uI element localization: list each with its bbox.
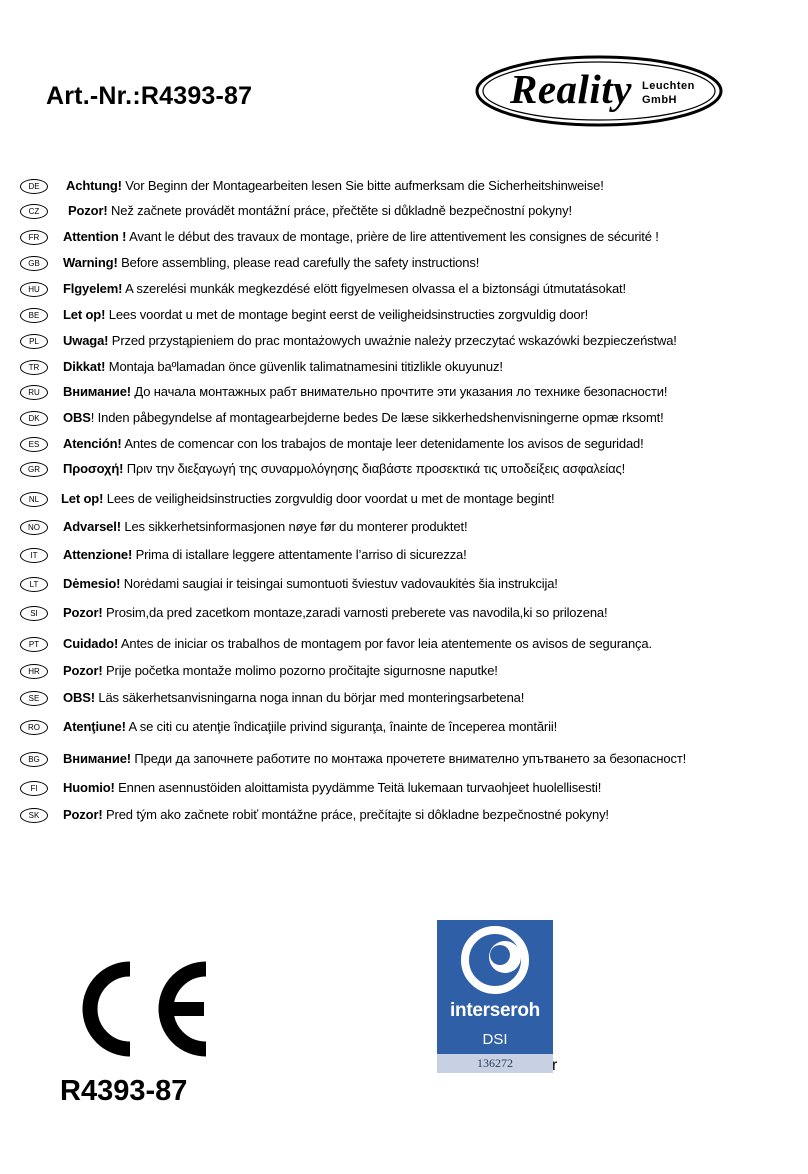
language-code-badge: DK	[20, 411, 48, 426]
warning-lead: Pozor!	[68, 203, 108, 218]
warning-lead: Attenzione!	[63, 547, 133, 562]
language-code-badge: RU	[20, 385, 48, 400]
warning-text	[68, 201, 572, 221]
language-code-badge: BG	[20, 752, 48, 767]
warning-body: Norėdami saugiai ir teisingai sumontuoti šviestuv vadovaukitės šia instrukcija!	[120, 576, 558, 591]
warning-row-lt	[0, 574, 808, 594]
warning-body: Before assembling, please read carefully the safety instructions!	[117, 255, 480, 270]
warning-lead: Pozor!	[63, 605, 103, 620]
warning-text	[63, 545, 467, 565]
warning-lead: Warning!	[63, 255, 118, 270]
warning-lead: Advarsel!	[63, 519, 121, 534]
warning-row-no	[0, 517, 808, 537]
warning-body: Lees de veiligheidsinstructies zorgvuldig door voordat u met de montage begint!	[103, 491, 555, 506]
language-code-badge: PL	[20, 334, 48, 349]
warning-text	[63, 279, 626, 299]
warning-text	[63, 305, 588, 325]
warning-lead: OBS!	[63, 690, 95, 705]
warning-body: Lees voordat u met de montage begint eerst de veiligheidsinstructies zorgvuldig door!	[105, 307, 589, 322]
language-code-badge: GR	[20, 462, 48, 477]
language-code-badge: BE	[20, 308, 48, 323]
warning-lead: Flgyelem!	[63, 281, 123, 296]
stray-character: r	[552, 1057, 558, 1074]
warning-text	[63, 459, 625, 479]
warning-body: Montaja baºlamadan önce güvenlik talimatnamesini titizlikle okuyunuz!	[105, 359, 503, 374]
warning-row-nl	[0, 489, 808, 509]
warning-body: Antes de comencar con los trabajos de montaje leer detenidamente los avisos de seguridad!	[121, 436, 644, 451]
language-code-badge: NO	[20, 520, 48, 535]
language-code-badge: HU	[20, 282, 48, 297]
warning-body: Les sikkerhetsinformasjonen nøye før du monterer produktet!	[120, 519, 468, 534]
warning-row-sk	[0, 805, 808, 825]
logo-subtitle	[642, 79, 712, 107]
warning-lead: Atenţiune!	[63, 719, 126, 734]
warning-text	[63, 805, 609, 825]
warning-row-be	[0, 305, 808, 325]
warning-row-es	[0, 434, 808, 454]
warning-body: Pred tým ako začnete robiť montážne práce, prečítajte si dôkladne bezpečnostné pokyny!	[102, 807, 609, 822]
warning-text	[63, 434, 644, 454]
warning-lead: Cuidado!	[63, 636, 119, 651]
warning-text	[63, 717, 557, 737]
interseroh-dsi: DSI	[482, 1031, 508, 1048]
warning-row-dk	[0, 408, 808, 428]
model-number: R4393-87	[60, 1075, 188, 1107]
warning-row-si	[0, 603, 808, 623]
warning-body: A szerelési munkák megkezdésé elött figyelmesen olvassa el a biztonsági útmutatásokat!	[122, 281, 626, 296]
warning-row-gb	[0, 253, 808, 273]
language-code-badge: ES	[20, 437, 48, 452]
language-code-badge: SK	[20, 808, 48, 823]
warning-text	[63, 408, 664, 428]
warning-text	[63, 661, 498, 681]
language-code-badge: PT	[20, 637, 48, 652]
warning-body: Antes de iniciar os trabalhos de montagem por favor leia atentemente os avisos de segurança.	[118, 636, 652, 651]
interseroh-number: 136272	[437, 1054, 553, 1073]
warning-row-tr	[0, 357, 808, 377]
warning-row-gr	[0, 459, 808, 479]
warning-body: Πριν την διεξαγωγή της συναρμολόγησης διαβάστε προσεκτικά τις υποδείξεις ασφαλείας!	[123, 461, 626, 476]
warning-lead: Внимание!	[63, 384, 131, 399]
reality-leuchten-logo	[474, 54, 724, 128]
warning-body: Prima di istallare leggere attentamente l’arriso di sicurezza!	[132, 547, 467, 562]
language-code-badge: SE	[20, 691, 48, 706]
warning-body: Преди да започнете работите по монтажа прочетете внимателно упътването за безопасност!	[130, 751, 687, 766]
warning-text	[63, 574, 558, 594]
ce-mark	[66, 955, 212, 1068]
warning-row-it	[0, 545, 808, 565]
warning-text	[63, 603, 607, 623]
interseroh-logo	[437, 920, 553, 1073]
warning-body: Vor Beginn der Montagearbeiten lesen Sie bitte aufmerksam die Sicherheitshinweise!	[121, 178, 604, 193]
warning-body: ! Inden påbegyndelse af montagearbejderne bedes De læse sikkerhedshenvisningerne opmæ rksomt!	[90, 410, 664, 425]
logo-sub-line1: Leuchten	[642, 80, 695, 92]
warning-text	[66, 176, 604, 196]
language-code-badge: IT	[20, 548, 48, 563]
warning-text	[63, 382, 667, 402]
warning-body: Ennen asennustöiden aloittamista pyydämme Teitä lukemaan turvaohjeet huolellisesti!	[114, 780, 602, 795]
warning-lead: Uwaga!	[63, 333, 109, 348]
warning-text	[63, 227, 659, 247]
warning-lead: Achtung!	[66, 178, 122, 193]
warning-body: Než začnete provádět montážní práce, přečtěte si důkladně bezpečnostní pokyny!	[107, 203, 572, 218]
warning-lead: Dėmesio!	[63, 576, 121, 591]
warning-body: Prije početka montaže molimo pozorno pročitajte sigurnosne naputke!	[102, 663, 498, 678]
warning-lead: Pozor!	[63, 807, 103, 822]
interseroh-name: interseroh	[450, 1000, 540, 1021]
warning-body: До начала монтажных рабт внимательно прочтите эти указания ло технике безопасности!	[130, 384, 668, 399]
warning-lead: OBS	[63, 410, 91, 425]
warning-lead: Dikkat!	[63, 359, 106, 374]
warning-row-bg	[0, 749, 808, 769]
warning-text	[63, 688, 524, 708]
logo-brand: Reality	[510, 66, 632, 112]
warning-row-se	[0, 688, 808, 708]
language-code-badge: NL	[20, 492, 48, 507]
warning-body: Avant le début des travaux de montage, prière de lire attentivement les consignes de sécurité !	[126, 229, 659, 244]
language-code-badge: CZ	[20, 204, 48, 219]
warning-text	[63, 778, 601, 798]
warning-text	[63, 749, 686, 769]
warning-lead: Внимание!	[63, 751, 131, 766]
warning-text	[63, 253, 479, 273]
warning-body: Prosim,da pred zacetkom montaze,zaradi varnosti preberete vas navodila,ki so prilozena!	[102, 605, 608, 620]
warning-body: Przed przystąpieniem do prac montażowych uważnie należy przeczytać wskazówki bezpieczeństwa!	[108, 333, 677, 348]
warning-lead: Προσοχή!	[63, 461, 124, 476]
warning-lead: Attention !	[63, 229, 127, 244]
logo-sub-line2: GmbH	[642, 94, 677, 106]
language-code-badge: TR	[20, 360, 48, 375]
warning-lead: Huomio!	[63, 780, 115, 795]
warning-text	[63, 517, 467, 537]
warning-row-pl	[0, 331, 808, 351]
language-code-badge: LT	[20, 577, 48, 592]
warning-row-fr	[0, 227, 808, 247]
warning-row-fi	[0, 778, 808, 798]
warning-text	[63, 357, 503, 377]
warning-row-de	[0, 176, 808, 196]
language-code-badge: FR	[20, 230, 48, 245]
language-code-badge: RO	[20, 720, 48, 735]
language-code-badge: FI	[20, 781, 48, 796]
warning-body: Läs säkerhetsanvisningarna noga innan du börjar med monteringsarbetena!	[94, 690, 525, 705]
warning-lead: Atención!	[63, 436, 122, 451]
warning-lead: Let op!	[61, 491, 104, 506]
warning-row-cz	[0, 201, 808, 221]
language-code-badge: SI	[20, 606, 48, 621]
warning-body: A se citi cu atenţie îndicaţiile privind siguranţa, înainte de începerea montării!	[125, 719, 558, 734]
warning-row-hr	[0, 661, 808, 681]
article-number: Art.-Nr.:R4393-87	[46, 82, 253, 110]
warning-lead: Let op!	[63, 307, 106, 322]
warning-text	[63, 331, 677, 351]
warning-row-hu	[0, 279, 808, 299]
warning-text	[63, 634, 652, 654]
language-code-badge: HR	[20, 664, 48, 679]
language-code-badge: GB	[20, 256, 48, 271]
warning-row-ro	[0, 717, 808, 737]
language-code-badge: DE	[20, 179, 48, 194]
warning-row-ru	[0, 382, 808, 402]
warning-text	[61, 489, 555, 509]
warning-lead: Pozor!	[63, 663, 103, 678]
warning-row-pt	[0, 634, 808, 654]
